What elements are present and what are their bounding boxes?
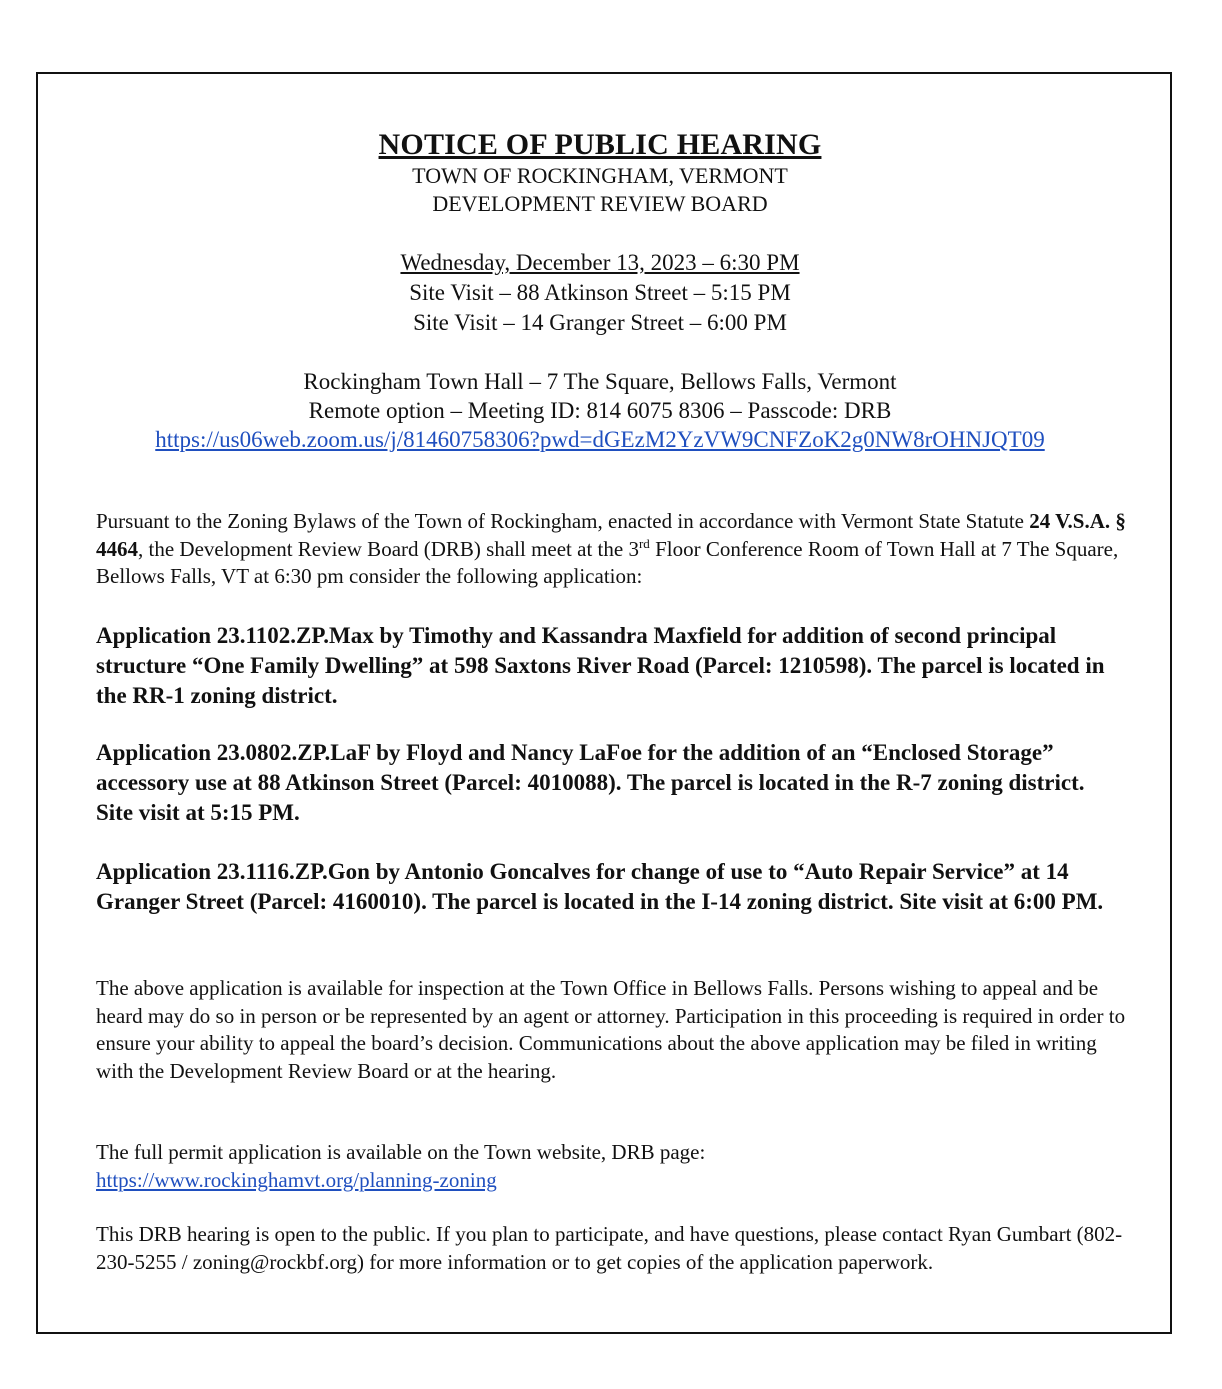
intro-paragraph	[96, 508, 1126, 591]
hearing-location	[0, 367, 1200, 454]
ordinal-suffix: rd	[638, 535, 650, 551]
notice-title: NOTICE OF PUBLIC HEARING	[378, 128, 822, 161]
contact-paragraph: This DRB hearing is open to the public. If you plan to participate, and have questions, please contact Ryan Gumbart (802-230-5255 / zoning@rockbf.org) for more information or to get copies of the application paperwork.	[96, 1222, 1123, 1274]
application-goncalves: Application 23.1116.ZP.Gon by Antonio Goncalves for change of use to “Auto Repair Service” at 14 Granger Street (Parcel: 4160010). The parcel is located in the I-14 zoning district. Site visit at 6:00 PM.	[96, 859, 1104, 914]
remote-option: Remote option – Meeting ID: 814 6075 8306 – Passcode: DRB	[308, 398, 892, 423]
venue: Rockingham Town Hall – 7 The Square, Bellows Falls, Vermont	[303, 369, 897, 394]
site-visit-granger: Site Visit – 14 Granger Street – 6:00 PM	[413, 310, 787, 335]
statute-reference: 24 V.S.A. § 4464	[96, 509, 1126, 561]
application-lafoe: Application 23.0802.ZP.LaF by Floyd and Nancy LaFoe for the addition of an “Enclosed Storage” accessory use at 88 Atkinson Street (Parcel: 4010088). The parcel is located in the R-7 zoning district. Site visit at 5:15 PM.	[96, 740, 1085, 825]
inspection-paragraph: The above application is available for inspection at the Town Office in Bellows Falls. Persons wishing to appeal and be heard may do so in person or be represented by an agent or attorney. Participation in this proceeding is required in order to ensure your ability to appeal the board’s decision. Communications about the above application may be filed in writing with the Development Review Board or at the hearing.	[96, 976, 1126, 1083]
intro-text-3: Floor Conference Room of Town Hall at 7 The Square, Bellows Falls, VT at 6:30 pm consider the following application:	[96, 536, 1119, 588]
hearing-schedule	[0, 248, 1200, 338]
website-paragraph	[96, 1139, 1126, 1194]
board-name: DEVELOPMENT REVIEW BOARD	[432, 191, 768, 216]
hearing-date: Wednesday, December 13, 2023 – 6:30 PM	[400, 250, 800, 275]
intro-text-1: Pursuant to the Zoning Bylaws of the Town of Rockingham, enacted in accordance with Vermont State Statute	[96, 509, 1030, 533]
intro-text-2: , the Development Review Board (DRB) shall meet at the 3	[138, 536, 639, 561]
zoom-link[interactable]: https://us06web.zoom.us/j/81460758306?pwd=dGEzM2YzVW9CNFZoK2g0NW8rOHNJQT09	[155, 427, 1045, 452]
site-visit-atkinson: Site Visit – 88 Atkinson Street – 5:15 PM	[409, 280, 791, 305]
website-link[interactable]: https://www.rockinghamvt.org/planning-zoning	[96, 1167, 497, 1192]
notice-header	[0, 128, 1200, 218]
town-name: TOWN OF ROCKINGHAM, VERMONT	[412, 163, 788, 188]
application-maxfield: Application 23.1102.ZP.Max by Timothy and Kassandra Maxfield for addition of second principal structure “One Family Dwelling” at 598 Saxtons River Road (Parcel: 1210598). The parcel is located in the RR-1 zoning district.	[96, 623, 1105, 708]
website-text: The full permit application is available on the Town website, DRB page:	[96, 1140, 706, 1164]
